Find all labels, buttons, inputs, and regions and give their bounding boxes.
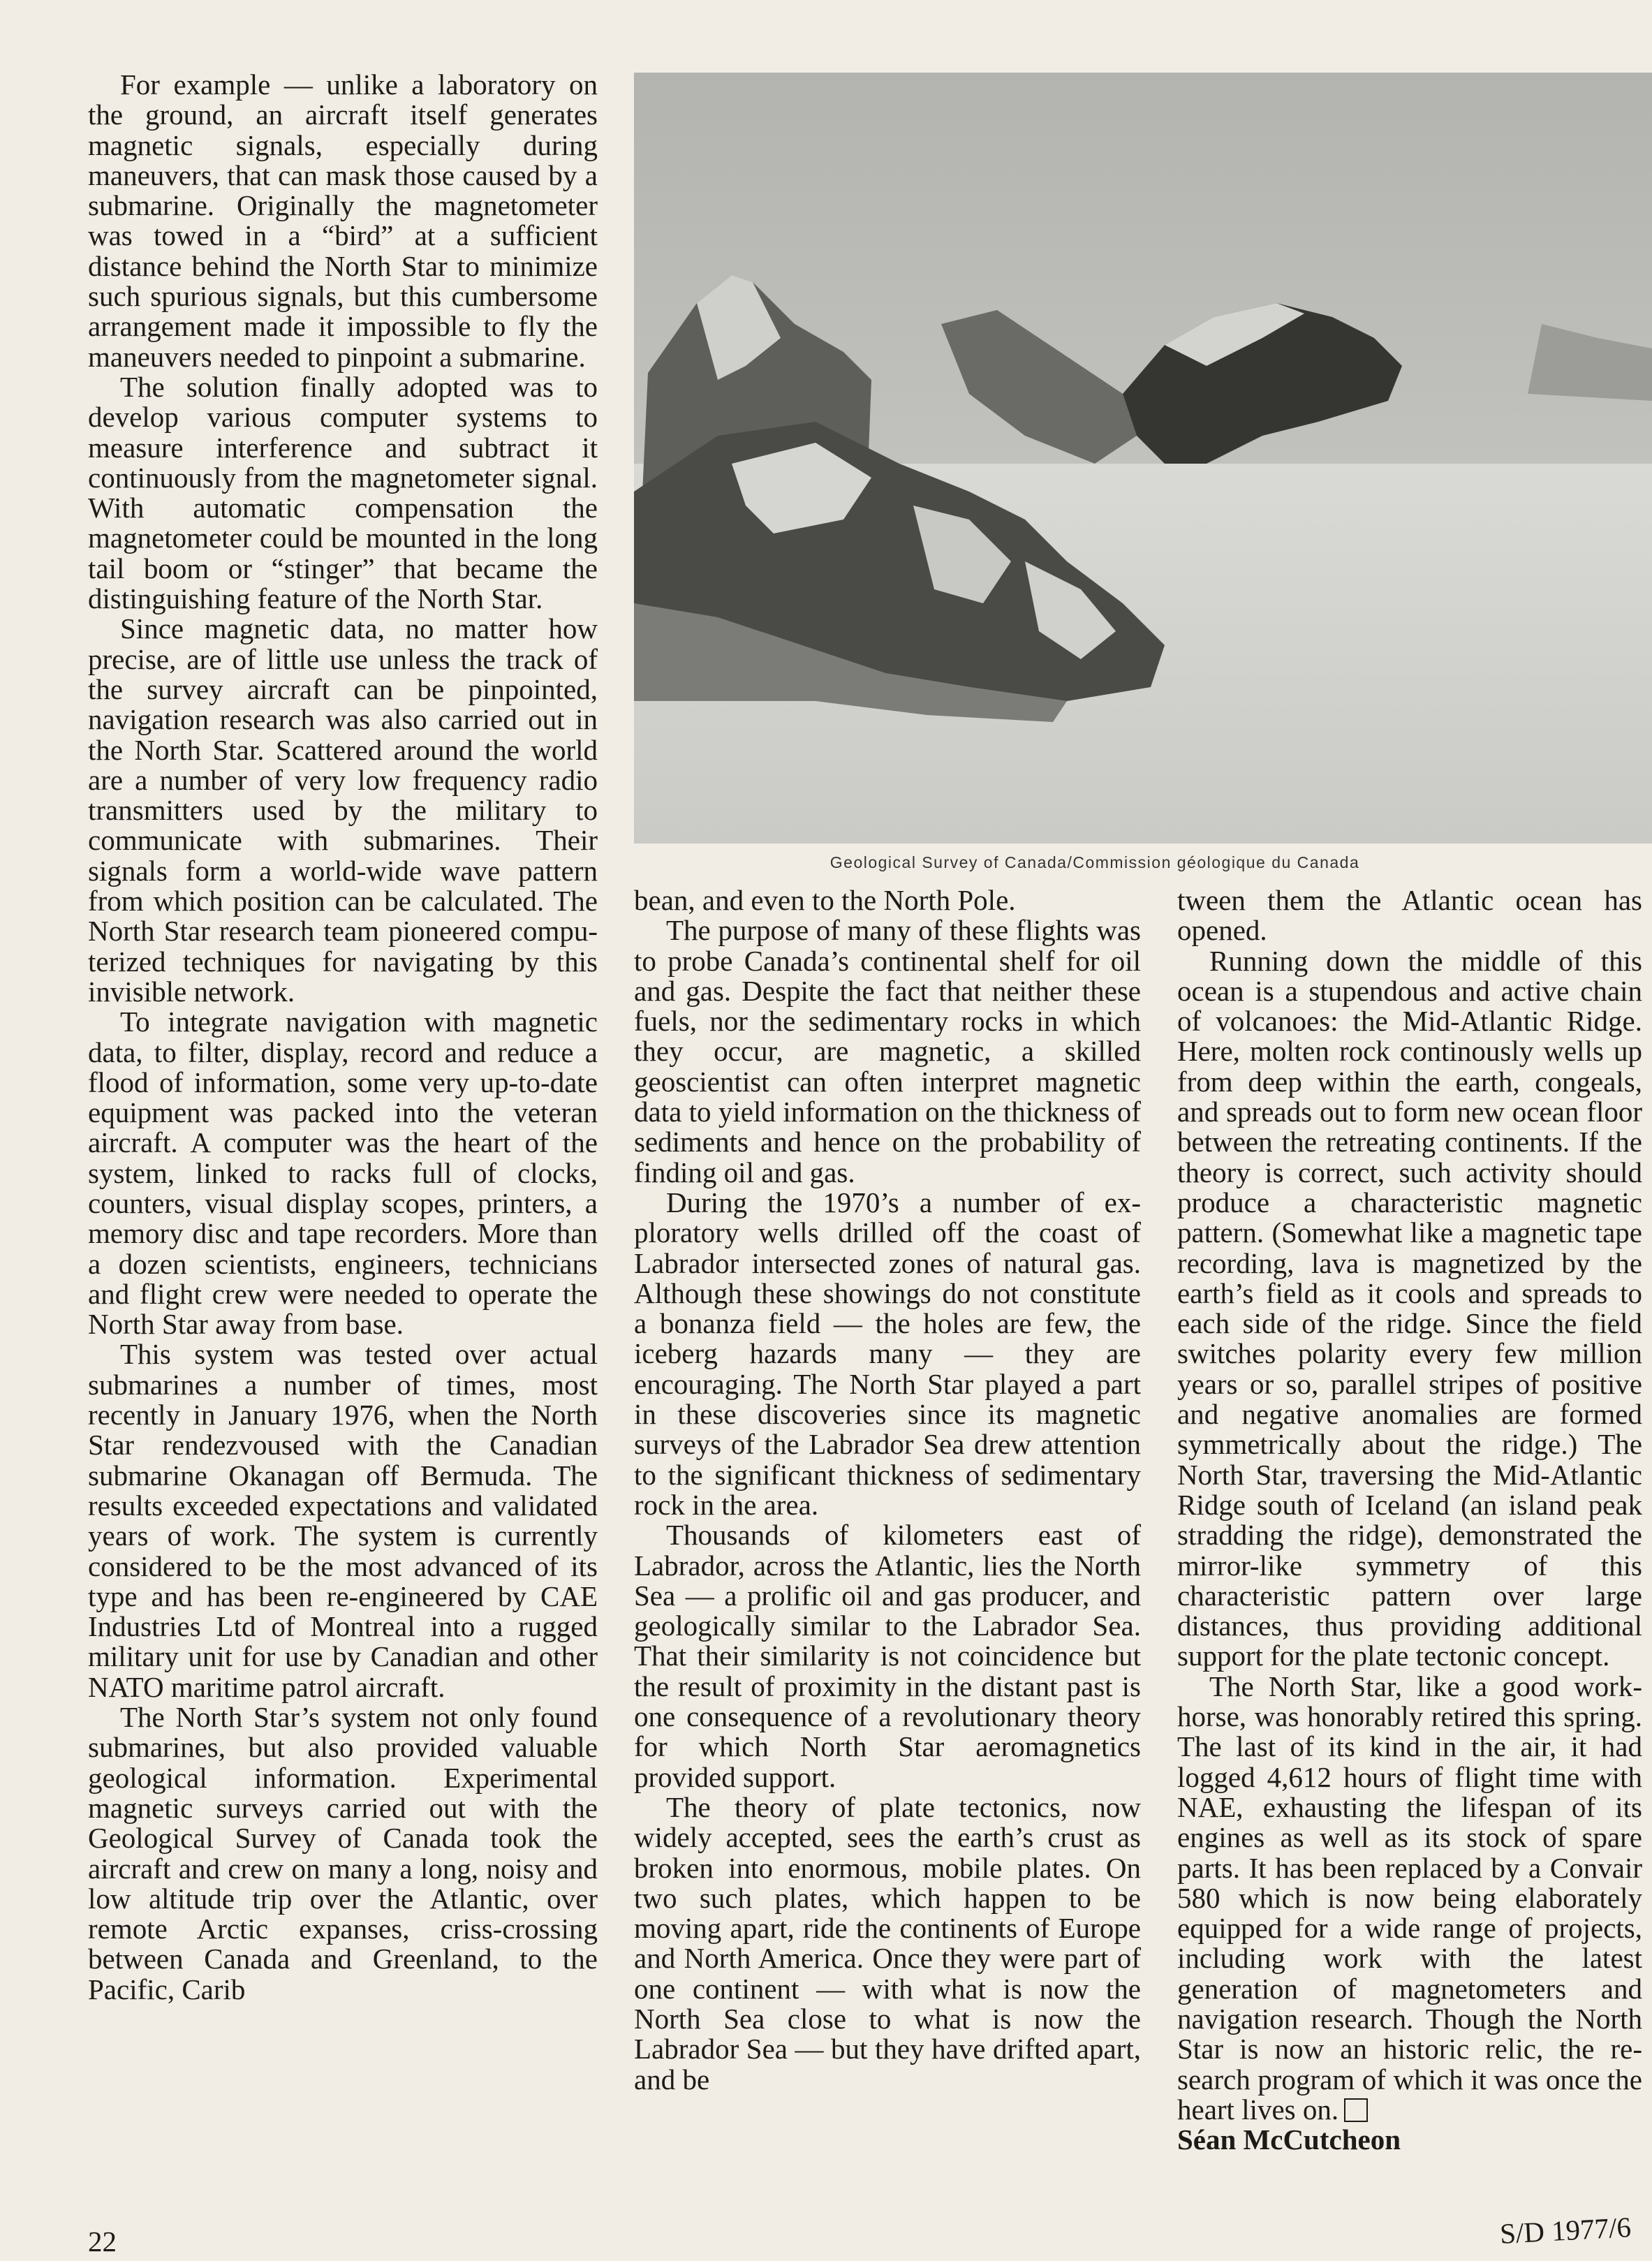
mountain-photo xyxy=(634,73,1652,844)
article-column-2 xyxy=(634,885,1141,2095)
paragraph: This system was tested over actual submarines a number of times, most recently in January 1976, when the North Star rendezvoused with the Canadian submarine Okanagan off Bermuda. The results exceeded expectations and validated years of work. The system is currently considered to be the most advanced of its type and has been re-engineered by CAE Industries Ltd of Montreal into a rugged military unit for use by Canadian and other NATO maritime patrol aircraft. xyxy=(88,1338,598,1703)
paragraph-continuation: bean, and even to the North Pole. xyxy=(634,884,1016,916)
paragraph: The theory of plate tectonics, now widely accepted, sees the earth’s crust as broken into enormous, mobile plates. On two such plates, which happen to be moving apart, ride the continents of Europe and North America. Once they were part of one continent — with what is now the North Sea close to what is now the Labrador Sea — but they have drifted apart, and be xyxy=(634,1790,1141,2096)
paragraph: Since magnetic data, no matter how precise, are of little use unless the track of the survey aircraft can be pinpointed, navigation research was also carried out in the North Star. Scattered around the world are a number of very low frequency radio transmitters used by the military to communicate with submarines. Their signals form a world-wide wave pattern from which position can be calculated. The North Star research team pioneered computerized techniques for navigating by this invisible network. xyxy=(88,612,598,1008)
end-of-article-icon xyxy=(1344,2098,1368,2122)
photo-caption: Geological Survey of Canada/Commission géologique du Canada xyxy=(829,853,1360,871)
issue-label: S/D 1977/6 xyxy=(1498,2211,1632,2250)
page-number: 22 xyxy=(88,2225,117,2258)
paragraph: During the 1970’s a number of exploratory wells drilled off the coast of Labrador intersected zones of natural gas. Although these showings do not constitute a bonanza field — the holes are few, the iceberg hazards many — they are encouraging. The North Star played a part in these discoveries since its magnetic surveys of the Labrador Sea drew attention to the significant thickness of sedimentary rock in the area. xyxy=(634,1186,1141,1521)
paragraph: For example — unlike a laboratory on the ground, an aircraft itself generates magnetic signals, especially during maneuvers, that can mask those caused by a submarine. Originally the magnetometer was towed in a “bird” at a sufficient distance behind the North Star to minimize such spurious signals, but this cumbersome arrangement made it impossible to fly the maneuvers needed to pinpoint a submarine. xyxy=(88,68,598,373)
paragraph-text: The North Star, like a good workhorse, was honorably retired this spring. The last of its kind in the air, it had logged 4,612 hours of flight time with NAE, exhausting the lifespan of its engines as well as its stock of spare parts. It has been replaced by a Convair 580 which is now being elaborately equipped for a wide range of projects, including work with the latest generation of magnetometers and navigation research. Though the North Star is now an historic relic, the research program of which it was once the heart lives on. xyxy=(1177,1670,1642,2126)
paragraph: Running down the middle of this ocean is a stupendous and active chain of volcanoes: the Mid-Atlantic Ridge. Here, molten rock continously wells up from deep within the earth, congeals, and spreads out to form new ocean floor between the retreating continents. If the theory is correct, such activity should produce a characteristic magnetic pattern. (Somewhat like a magnetic tape recording, lava is magnetized by the earth’s field as it cools and spreads to each side of the ridge. Since the field switches polarity every few million years or so, parallel stripes of positive and negative anomalies are formed symmetrically about the ridge.) The North Star, traversing the Mid-Atlantic Ridge south of Iceland (an island peak stradding the ridge), demonstrated the mirror-like symmetry of this characteristic pattern over large distances, thus providing additional support for the plate tectonic concept. xyxy=(1177,944,1642,1672)
paragraph: The North Star’s system not only found submarines, but also provided valuable geological information. Experimental magnetic surveys carried out with the Geological Survey of Canada took the aircraft and crew on many a long, noisy and low altitude trip over the Atlantic, over remote Arctic expanses, criss-crossing between Canada and Greenland, to the Pacific, Carib xyxy=(88,1701,598,2005)
paragraph: The purpose of many of these flights was to probe Canada’s continental shelf for oil and gas. Despite the fact that neither these fuels, nor the sedimentary rocks in which they occur, are magnetic, a skilled geoscientist can often interpret magnetic data to yield information on the thickness of sediments and hence on the probability of finding oil and gas. xyxy=(634,914,1141,1188)
article-column-1 xyxy=(88,70,598,2005)
paragraph: To integrate navigation with magnetic data, to filter, display, record and reduce a flood of information, some very up-to-date equipment was packed into the veteran aircraft. A computer was the heart of the system, linked to racks full of clocks, counters, visual display scopes, printers, a memory disc and tape recorders. More than a dozen scientists, engineers, technicians and flight crew were needed to operate the North Star away from base. xyxy=(88,1006,598,1341)
paragraph-continuation: tween them the Atlantic ocean has opened. xyxy=(1177,884,1642,947)
mountain-illustration xyxy=(634,73,1652,844)
paragraph xyxy=(1177,1672,1642,2125)
author-byline: Séan McCutcheon xyxy=(1177,2123,1401,2156)
paragraph: The solution finally adopted was to develop various computer systems to measure interference and subtract it continuously from the magnetometer signal. With automatic compensation the magnetometer could be mounted in the long tail boom or “stinger” that became the distinguishing feature of the North Star. xyxy=(88,370,598,615)
article-column-3 xyxy=(1177,885,1642,2155)
paragraph: Thousands of kilometers east of Labrador, across the Atlantic, lies the North Sea — a prolific oil and gas producer, and geologically similar to the Labrador Sea. That their similarity is not coincidence but the result of proximity in the distant past is one consequence of a revolutionary theory for which North Star aeromagnetics provided support. xyxy=(634,1519,1141,1793)
